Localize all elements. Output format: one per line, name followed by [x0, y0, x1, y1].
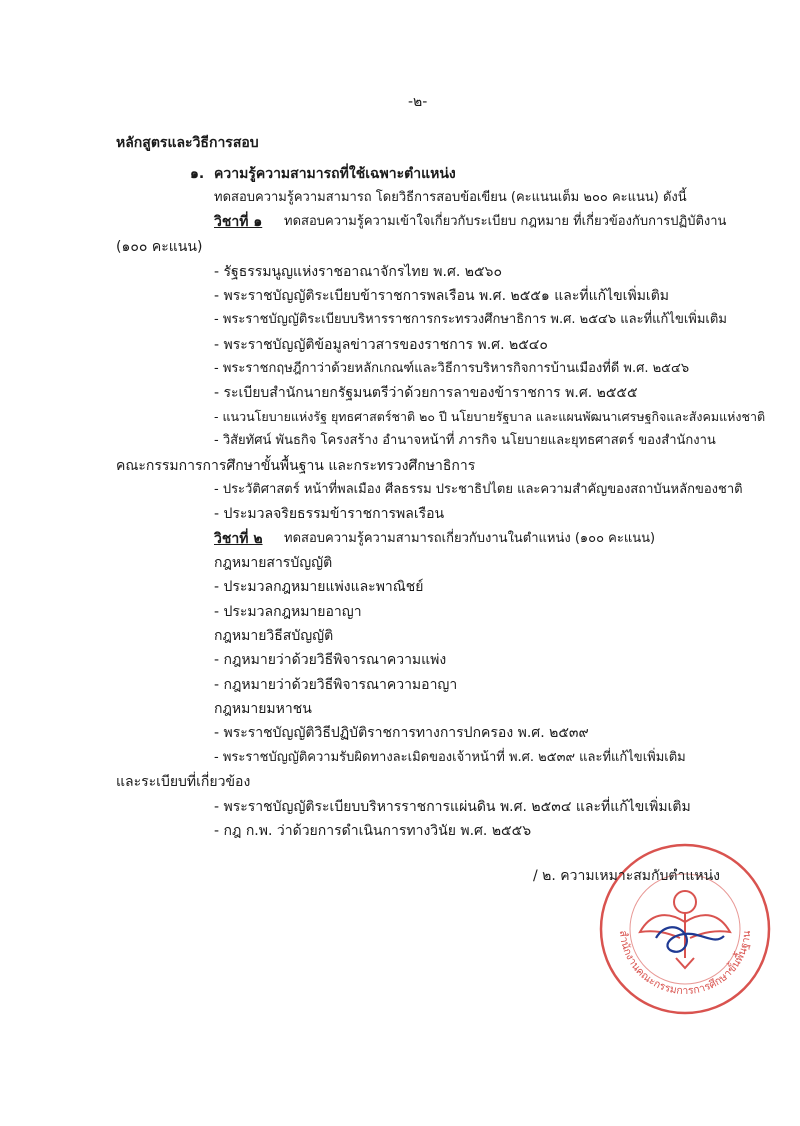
law-item: - พระราชบัญญัติความรับผิดทางละเมิดของเจ้าหน้าที่ พ.ศ. ๒๕๓๙ และที่แก้ไขเพิ่มเติม	[214, 750, 686, 765]
page-number: -๒-	[408, 94, 428, 110]
subject1-vision-line1: - วิสัยทัศน์ พันธกิจ โครงสร้าง อำนาจหน้าที่ ภารกิจ นโยบายและยุทธศาสตร์ ของสำนักงาน	[214, 433, 716, 448]
subject1-item: - ประมวลจริยธรรมข้าราชการพลเรือน	[214, 506, 445, 522]
subject2-label: วิชาที่ ๒	[214, 531, 263, 547]
garuda-emblem-icon	[640, 891, 730, 968]
subject1-vision-line2: คณะกรรมการการศึกษาขั้นพื้นฐาน และกระทรวงศึกษาธิการ	[116, 458, 476, 474]
law-item-continued: และระเบียบที่เกี่ยวข้อง	[116, 774, 251, 790]
law-item: - พระราชบัญญัติวิธีปฏิบัติราชการทางการปกครอง พ.ศ. ๒๕๓๙	[214, 725, 589, 741]
subject1-item: - พระราชบัญญัติระเบียบข้าราชการพลเรือน พ.ศ. ๒๕๕๑ และที่แก้ไขเพิ่มเติม	[214, 288, 670, 304]
subject1-item: - ระเบียบสำนักนายกรัฐมนตรีว่าด้วยการลาของข้าราชการ พ.ศ. ๒๕๕๕	[214, 385, 638, 401]
subject2-desc: ทดสอบความรู้ความสามารถเกี่ยวกับงานในตำแหน่ง (๑๐๐ คะแนน)	[284, 531, 656, 546]
document-heading: หลักสูตรและวิธีการสอบ	[116, 135, 259, 151]
subject1-desc: ทดสอบความรู้ความเข้าใจเกี่ยวกับระเบียบ กฎหมาย ที่เกี่ยวข้องกับการปฏิบัติงาน	[284, 214, 727, 229]
law-item: - กฎหมายว่าด้วยวิธีพิจารณาความอาญา	[214, 677, 458, 693]
section1-intro: ทดสอบความรู้ความสามารถ โดยวิธีการสอบข้อเขียน (คะแนนเต็ม ๒๐๐ คะแนน) ดังนี้	[214, 190, 687, 205]
law-item: - ประมวลกฎหมายแพ่งและพาณิชย์	[214, 579, 424, 595]
subject1-label: วิชาที่ ๑	[214, 214, 263, 230]
subject1-item: - ประวัติศาสตร์ หน้าที่พลเมือง ศีลธรรม ประชาธิปไตย และความสำคัญของสถาบันหลักของชาติ	[214, 482, 743, 497]
section1-title: ความรู้ความสามารถที่ใช้เฉพาะตำแหน่ง	[214, 166, 456, 182]
section1-number: ๑.	[190, 166, 205, 182]
subject1-item: - รัฐธรรมนูญแห่งราชอาณาจักรไทย พ.ศ. ๒๕๖๐	[214, 264, 502, 280]
subject1-item: - แนวนโยบายแห่งรัฐ ยุทธศาสตร์ชาติ ๒๐ ปี นโยบายรัฐบาล และแผนพัฒนาเศรษฐกิจและสังคมแห่งชาติ	[214, 409, 766, 424]
subject1-item: - พระราชบัญญัติระเบียบบริหารราชการกระทรวงศึกษาธิการ พ.ศ. ๒๕๔๖ และที่แก้ไขเพิ่มเติม	[214, 312, 727, 327]
seal-text: สำนักงานคณะกรรมการการศึกษาขั้นพื้นฐาน	[616, 929, 754, 998]
law-item: - กฎ ก.พ. ว่าด้วยการดำเนินการทางวินัย พ.ศ. ๒๕๕๖	[214, 823, 532, 839]
law-group-title: กฎหมายสารบัญญัติ	[214, 555, 333, 571]
law-item: - กฎหมายว่าด้วยวิธีพิจารณาความแพ่ง	[214, 652, 447, 668]
law-item: - ประมวลกฎหมายอาญา	[214, 604, 362, 620]
law-group-title: กฎหมายวิธีสบัญญัติ	[214, 628, 334, 644]
law-group-title: กฎหมายมหาชน	[214, 701, 312, 717]
subject1-score: (๑๐๐ คะแนน)	[116, 239, 203, 255]
continuation-note: / ๒. ความเหมาะสมกับตำแหน่ง	[533, 868, 720, 884]
subject1-item: - พระราชบัญญัติข้อมูลข่าวสารของราชการ พ.ศ. ๒๕๔๐	[214, 337, 548, 353]
subject1-item: - พระราชกฤษฎีกาว่าด้วยหลักเกณฑ์และวิธีการบริหารกิจการบ้านเมืองที่ดี พ.ศ. ๒๕๔๖	[214, 361, 690, 376]
law-item: - พระราชบัญญัติระเบียบบริหารราชการแผ่นดิน พ.ศ. ๒๕๓๔ และที่แก้ไขเพิ่มเติม	[214, 799, 691, 815]
